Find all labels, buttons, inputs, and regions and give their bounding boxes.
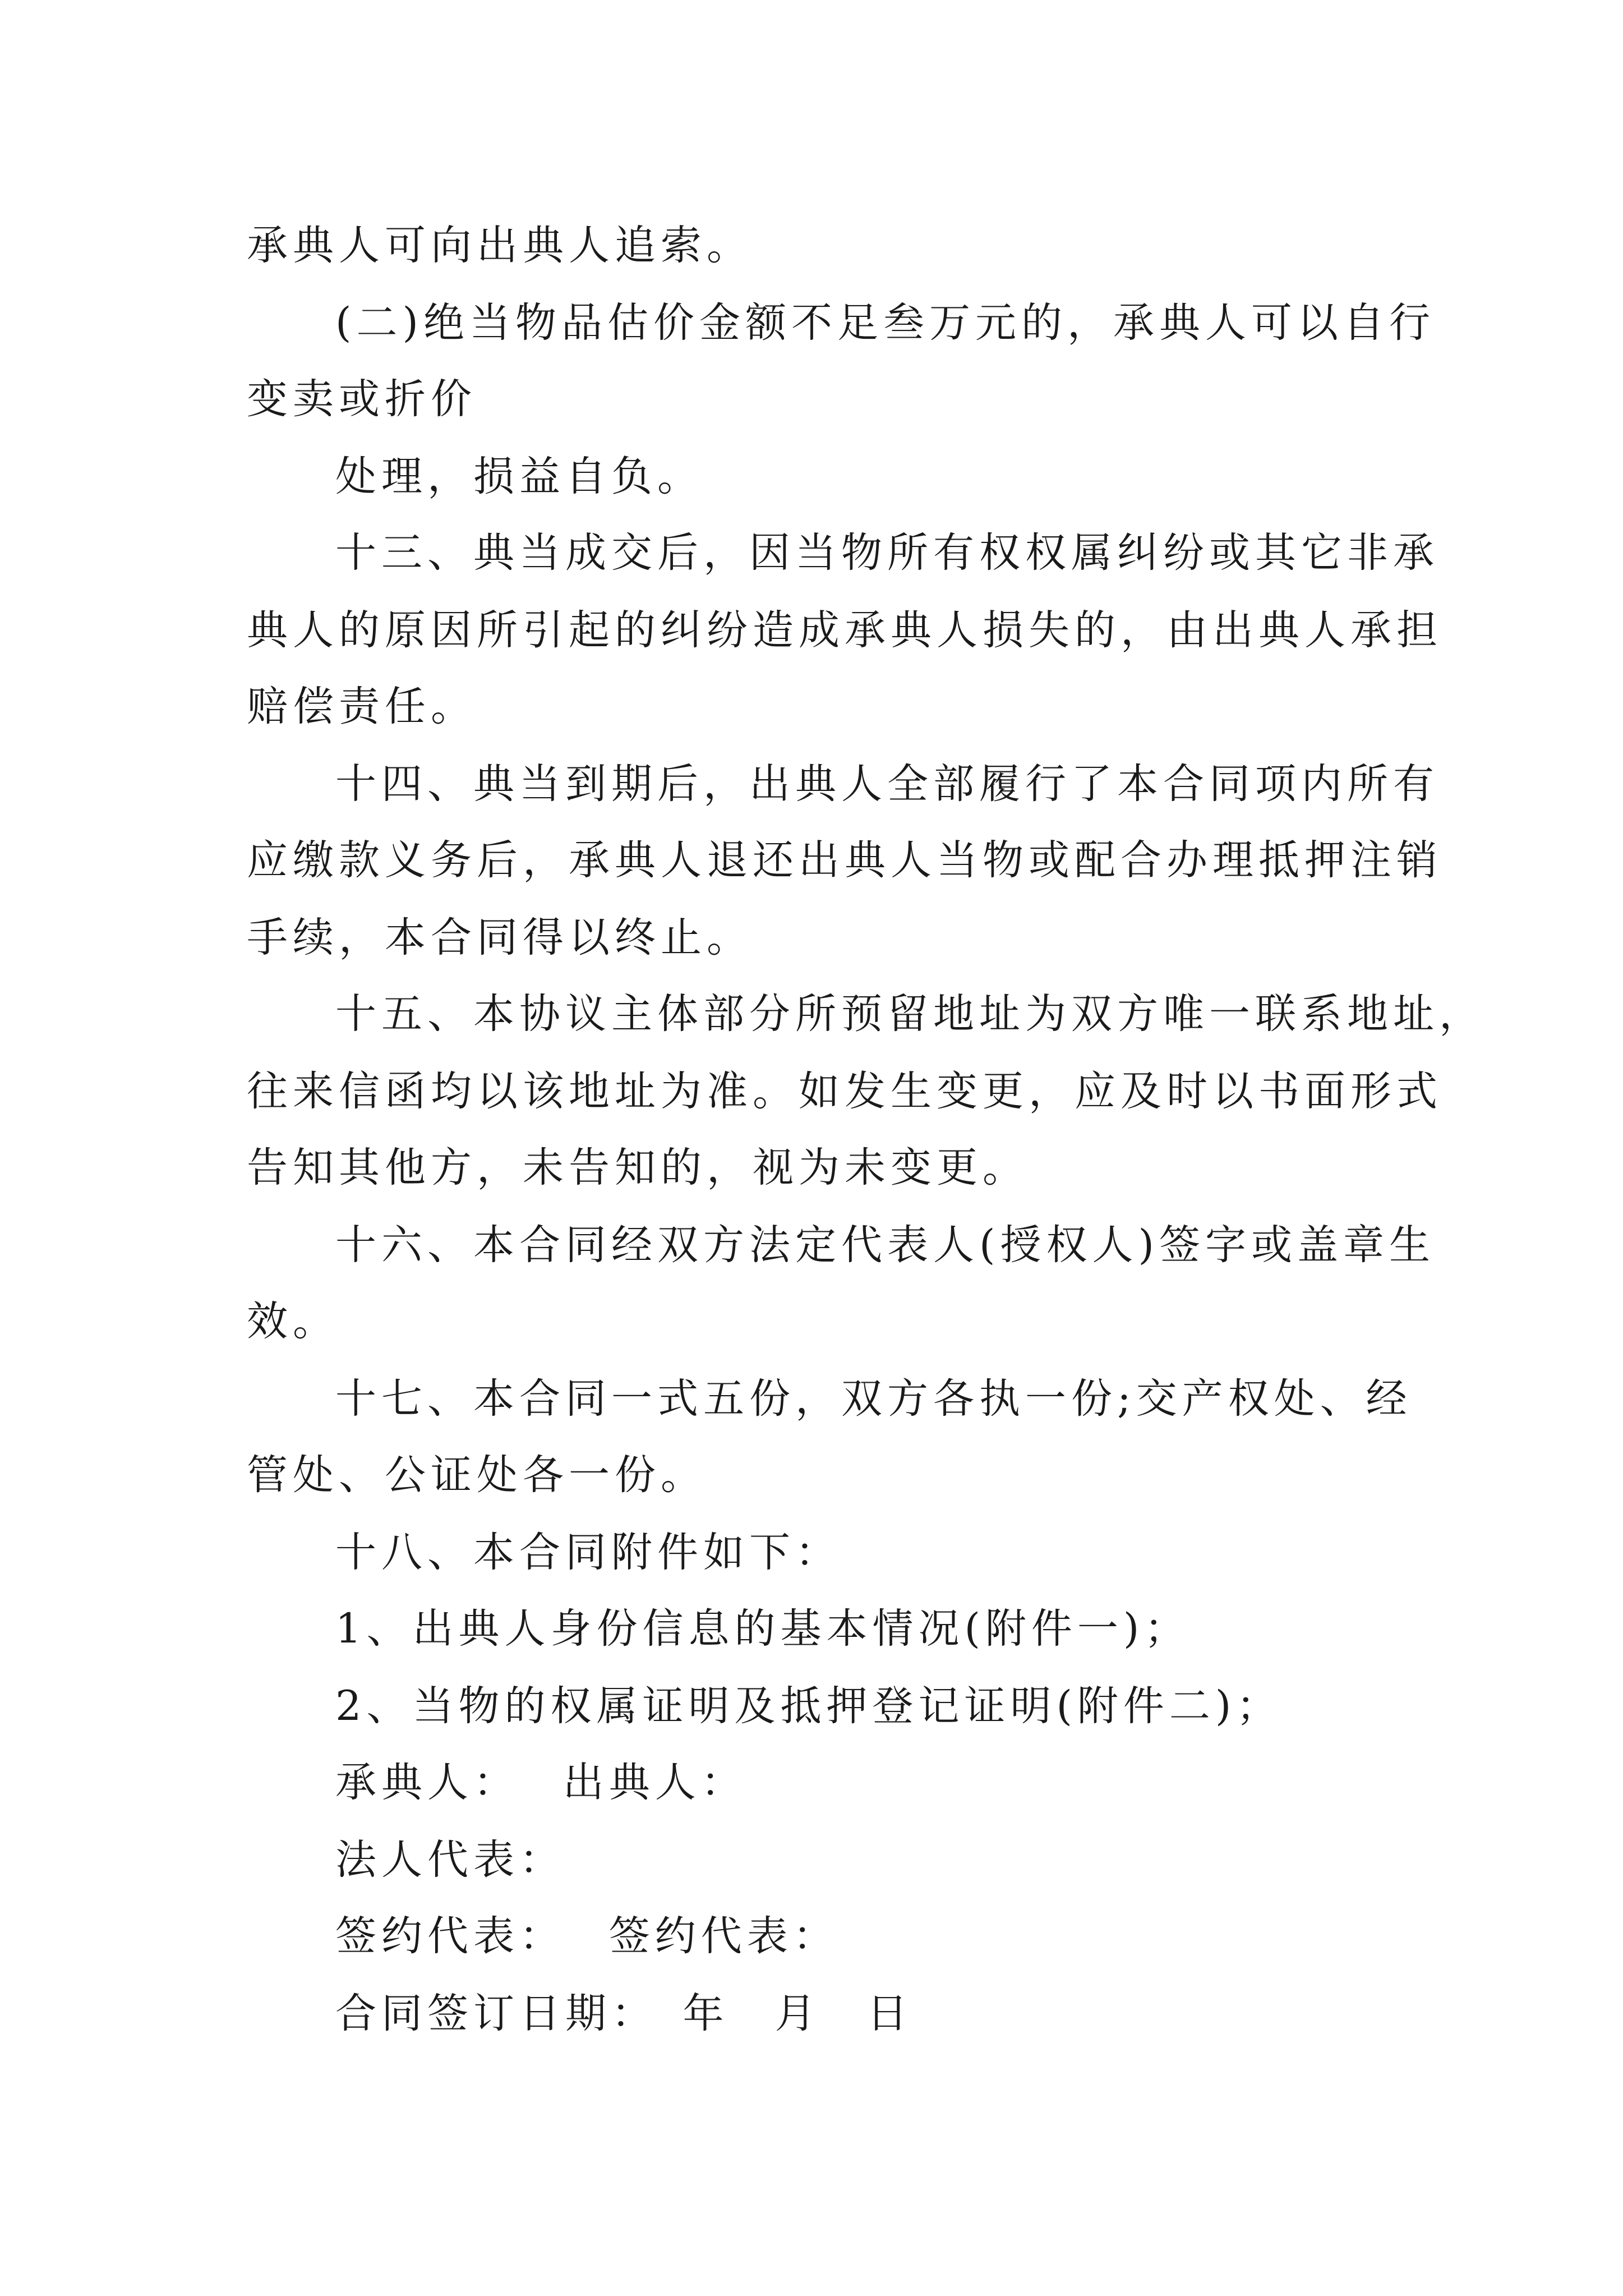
text-line: 处理，损益自负。 [335, 453, 703, 500]
text-line: 1、出典人身份信息的基本情况(附件一)； [335, 1605, 1191, 1653]
text-line: 手续，本合同得以终止。 [247, 914, 753, 961]
text-line: 告知其他方，未告知的，视为未变更。 [247, 1144, 1029, 1191]
text-line: 应缴款义务后，承典人退还出典人当物或配合办理抵押注销 [247, 836, 1442, 884]
text-line: 往来信函均以该地址为准。如发生变更，应及时以书面形式 [247, 1068, 1442, 1115]
text-line: 赔偿责任。 [247, 683, 477, 730]
signing-date-line: 合同签订日期： 年 月 日 [335, 1990, 913, 2037]
text-line: 典人的原因所引起的纠纷造成承典人损失的，由出典人承担 [247, 606, 1442, 654]
text-line: 承典人可向出典人追索。 [247, 222, 753, 269]
text-line: 十七、本合同一式五份，双方各执一份;交产权处、经 [335, 1375, 1412, 1423]
signature-line-parties: 承典人： 出典人： [335, 1759, 747, 1806]
text-line: 效。 [247, 1297, 339, 1345]
text-line: 十六、本合同经双方法定代表人(授权人)签字或盖章生 [335, 1221, 1435, 1269]
text-line: 十四、典当到期后，出典人全部履行了本合同项内所有 [335, 760, 1439, 808]
text-line: 十三、典当成交后，因当物所有权权属纠纷或其它非承 [335, 529, 1439, 577]
text-line: 变卖或折价 [247, 375, 477, 423]
text-line: 十五、本协议主体部分所预留地址为双方唯一联系地址， [335, 990, 1485, 1038]
signature-line-signing-reps: 签约代表： 签约代表： [335, 1912, 839, 1960]
signature-line-legal-rep: 法人代表： [335, 1836, 565, 1884]
text-line: 2、当物的权属证明及抵押登记证明(附件二)； [335, 1682, 1283, 1730]
text-line: 十八、本合同附件如下： [335, 1529, 841, 1576]
text-line: (二)绝当物品估价金额不足叁万元的，承典人可以自行 [335, 299, 1435, 347]
text-line: 管处、公证处各一份。 [247, 1451, 707, 1499]
